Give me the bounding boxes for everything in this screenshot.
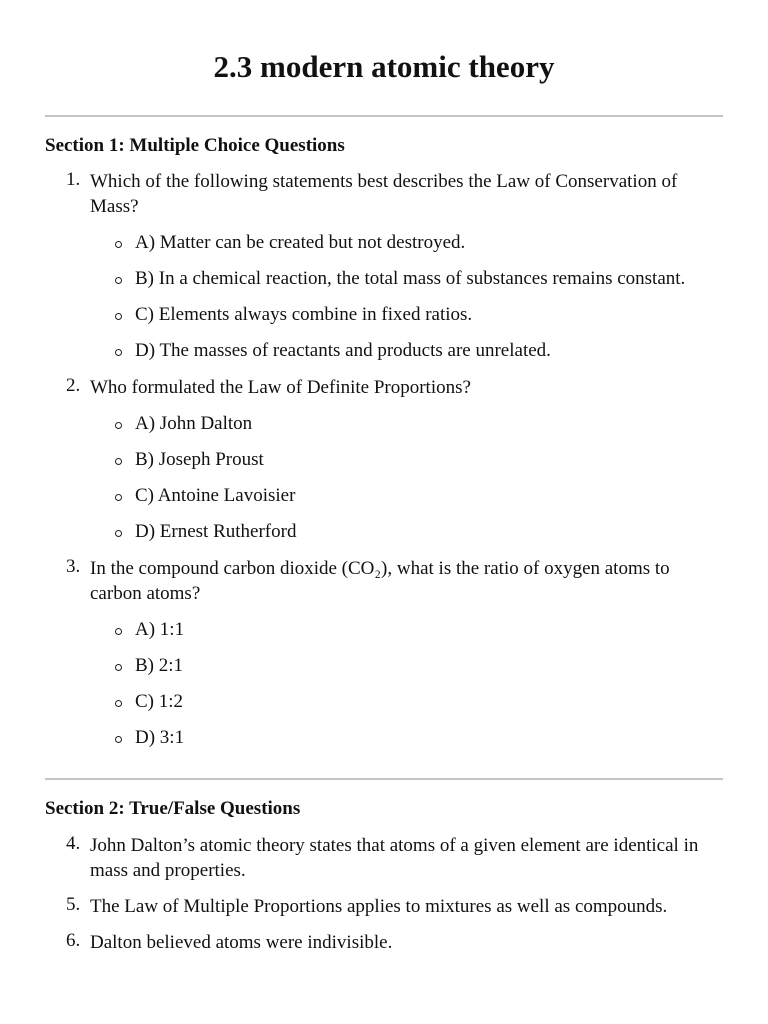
question-text: Who formulated the Law of Definite Proportions? [90,377,471,398]
option-item [90,726,725,750]
divider [45,778,723,780]
option-item [90,267,725,291]
option-text: C) Antoine Lavoisier [135,485,296,506]
circle-bullet-icon [115,422,122,429]
question-5 [45,894,725,919]
option-item [90,303,725,327]
question-text: The Law of Multiple Proportions applies to mixtures as well as compounds. [90,896,668,917]
option-item [90,484,725,508]
option-item [90,520,725,544]
circle-bullet-icon [115,349,122,356]
option-list [90,231,725,363]
question-6 [45,930,725,955]
question-number: 3. [66,556,81,577]
circle-bullet-icon [115,458,122,465]
question-text: John Dalton’s atomic theory states that atoms of a given element are identical in mass and properties. [90,835,699,881]
circle-bullet-icon [115,277,122,284]
option-list [90,618,725,750]
option-item [90,654,725,678]
divider [45,115,723,117]
question-number: 4. [66,833,81,854]
option-text: D) 3:1 [135,727,185,748]
question-text: In the compound carbon dioxide (CO₂), what is the ratio of oxygen atoms to carbon atoms? [90,558,670,604]
option-text: C) 1:2 [135,691,184,712]
option-item [90,339,725,363]
circle-bullet-icon [115,664,122,671]
option-text: B) In a chemical reaction, the total mass of substances remains constant. [135,268,686,289]
option-text: A) John Dalton [135,413,253,434]
option-item [90,618,725,642]
option-text: C) Elements always combine in fixed ratios. [135,304,473,325]
circle-bullet-icon [115,313,122,320]
option-item [90,448,725,472]
section-2-title: Section 2: True/False Questions [45,798,301,819]
question-number: 6. [66,930,81,951]
option-text: A) Matter can be created but not destroyed. [135,232,466,253]
question-number: 1. [66,169,81,190]
question-number: 5. [66,894,81,915]
section-1-title: Section 1: Multiple Choice Questions [45,135,345,156]
question-2 [45,375,725,544]
circle-bullet-icon [115,530,122,537]
option-text: A) 1:1 [135,619,185,640]
option-list [90,412,725,544]
circle-bullet-icon [115,241,122,248]
question-3 [45,556,725,750]
circle-bullet-icon [115,700,122,707]
option-text: D) The masses of reactants and products are unrelated. [135,340,551,361]
question-text: Dalton believed atoms were indivisible. [90,932,393,953]
question-number: 2. [66,375,81,396]
option-item [90,412,725,436]
question-list-section-1 [45,169,725,750]
option-text: D) Ernest Rutherford [135,521,297,542]
circle-bullet-icon [115,736,122,743]
option-item [90,690,725,714]
question-1 [45,169,725,363]
page-title: 2.3 modern atomic theory [213,49,555,84]
option-text: B) 2:1 [135,655,184,676]
question-text: Which of the following statements best describes the Law of Conservation of Mass? [90,171,678,217]
question-4 [45,833,725,883]
option-text: B) Joseph Proust [135,449,264,470]
circle-bullet-icon [115,494,122,501]
question-list-section-2 [45,833,725,955]
option-item [90,231,725,255]
circle-bullet-icon [115,628,122,635]
